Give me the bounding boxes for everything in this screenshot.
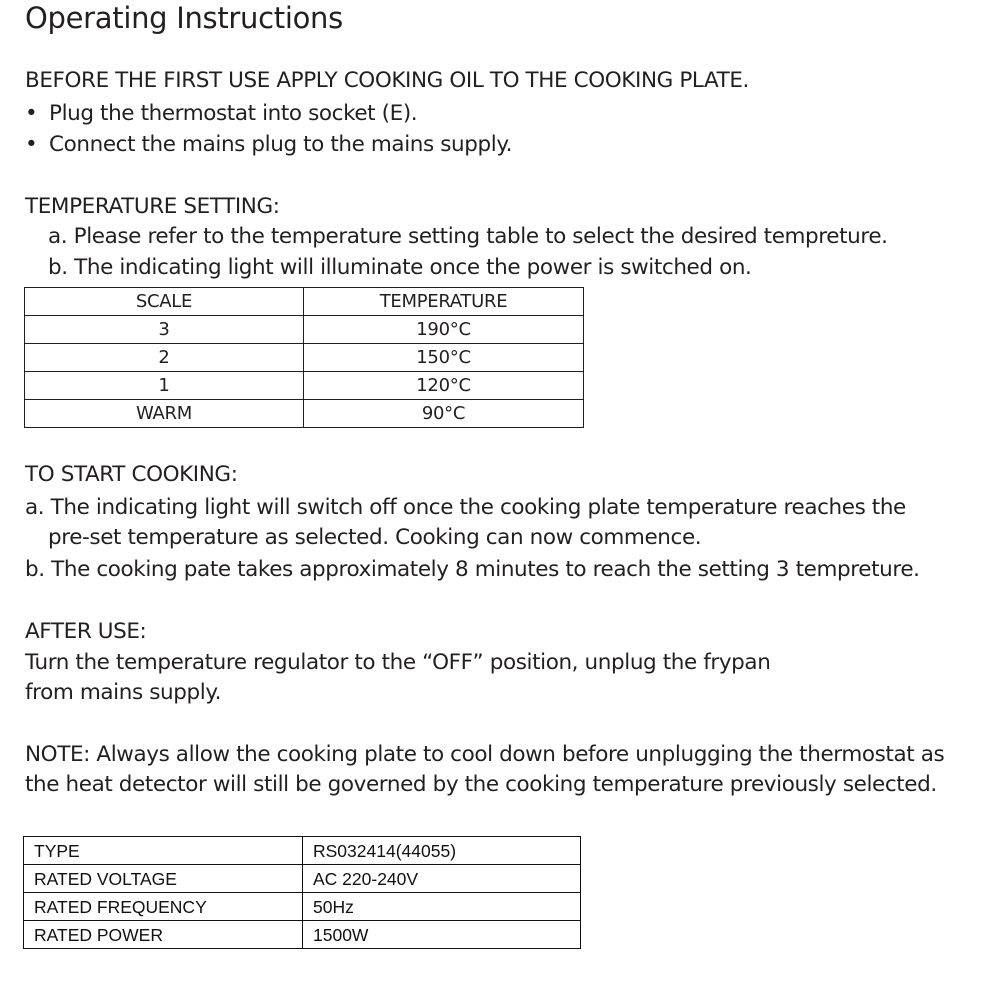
- page-title: Operating Instructions: [25, 1, 343, 35]
- after-line: from mains supply.: [25, 680, 222, 705]
- temperature-table: [24, 287, 584, 428]
- spec-value: AC 220-240V: [303, 865, 581, 893]
- spec-value: 1500W: [303, 921, 581, 949]
- table-row: [24, 837, 581, 865]
- bullet-marker: •: [25, 132, 38, 157]
- table-cell-temperature: 150°C: [304, 344, 584, 372]
- specs-table: [23, 836, 581, 949]
- table-header-row: [25, 288, 584, 316]
- table-header: SCALE: [25, 288, 304, 316]
- table-header: TEMPERATURE: [304, 288, 584, 316]
- spec-label: TYPE: [24, 837, 303, 865]
- spec-label: RATED POWER: [24, 921, 303, 949]
- start-line-a-cont: pre-set temperature as selected. Cooking can now commence.: [48, 525, 702, 550]
- bullet-item: [25, 99, 417, 129]
- table-row: [24, 921, 581, 949]
- after-heading: AFTER USE:: [25, 619, 147, 644]
- first-use-heading: BEFORE THE FIRST USE APPLY COOKING OIL TO THE COOKING PLATE.: [25, 68, 749, 93]
- bullet-item: [25, 130, 512, 160]
- bullet-text: Connect the mains plug to the mains supply.: [49, 132, 513, 157]
- table-cell-temperature: 90°C: [304, 400, 584, 428]
- note-line: NOTE: Always allow the cooking plate to cool down before unplugging the thermostat as: [25, 742, 945, 767]
- table-cell-scale: 1: [25, 372, 304, 400]
- table-row: [25, 372, 584, 400]
- table-cell-scale: 2: [25, 344, 304, 372]
- spec-value: 50Hz: [303, 893, 581, 921]
- note-line: the heat detector will still be governed by the cooking temperature previously selected.: [25, 772, 937, 797]
- temperature-item-b: b. The indicating light will illuminate once the power is switched on.: [48, 255, 752, 280]
- table-cell-temperature: 190°C: [304, 316, 584, 344]
- start-line-a: a. The indicating light will switch off once the cooking plate temperature reaches the: [25, 495, 906, 520]
- spec-value: RS032414(44055): [303, 837, 581, 865]
- spec-label: RATED FREQUENCY: [24, 893, 303, 921]
- after-line: Turn the temperature regulator to the “OFF” position, unplug the frypan: [25, 650, 771, 675]
- table-cell-temperature: 120°C: [304, 372, 584, 400]
- bullet-marker: •: [25, 101, 38, 126]
- table-row: [25, 316, 584, 344]
- temperature-item-a: a. Please refer to the temperature setting table to select the desired tempreture.: [48, 224, 888, 249]
- table-cell-scale: WARM: [25, 400, 304, 428]
- start-heading: TO START COOKING:: [25, 462, 238, 487]
- spec-label: RATED VOLTAGE: [24, 865, 303, 893]
- table-row: [24, 893, 581, 921]
- table-cell-scale: 3: [25, 316, 304, 344]
- table-row: [25, 400, 584, 428]
- bullet-text: Plug the thermostat into socket (E).: [49, 101, 418, 126]
- table-row: [24, 865, 581, 893]
- start-line-b: b. The cooking pate takes approximately 8 minutes to reach the setting 3 tempreture.: [25, 557, 920, 582]
- temperature-heading: TEMPERATURE SETTING:: [25, 194, 280, 219]
- table-row: [25, 344, 584, 372]
